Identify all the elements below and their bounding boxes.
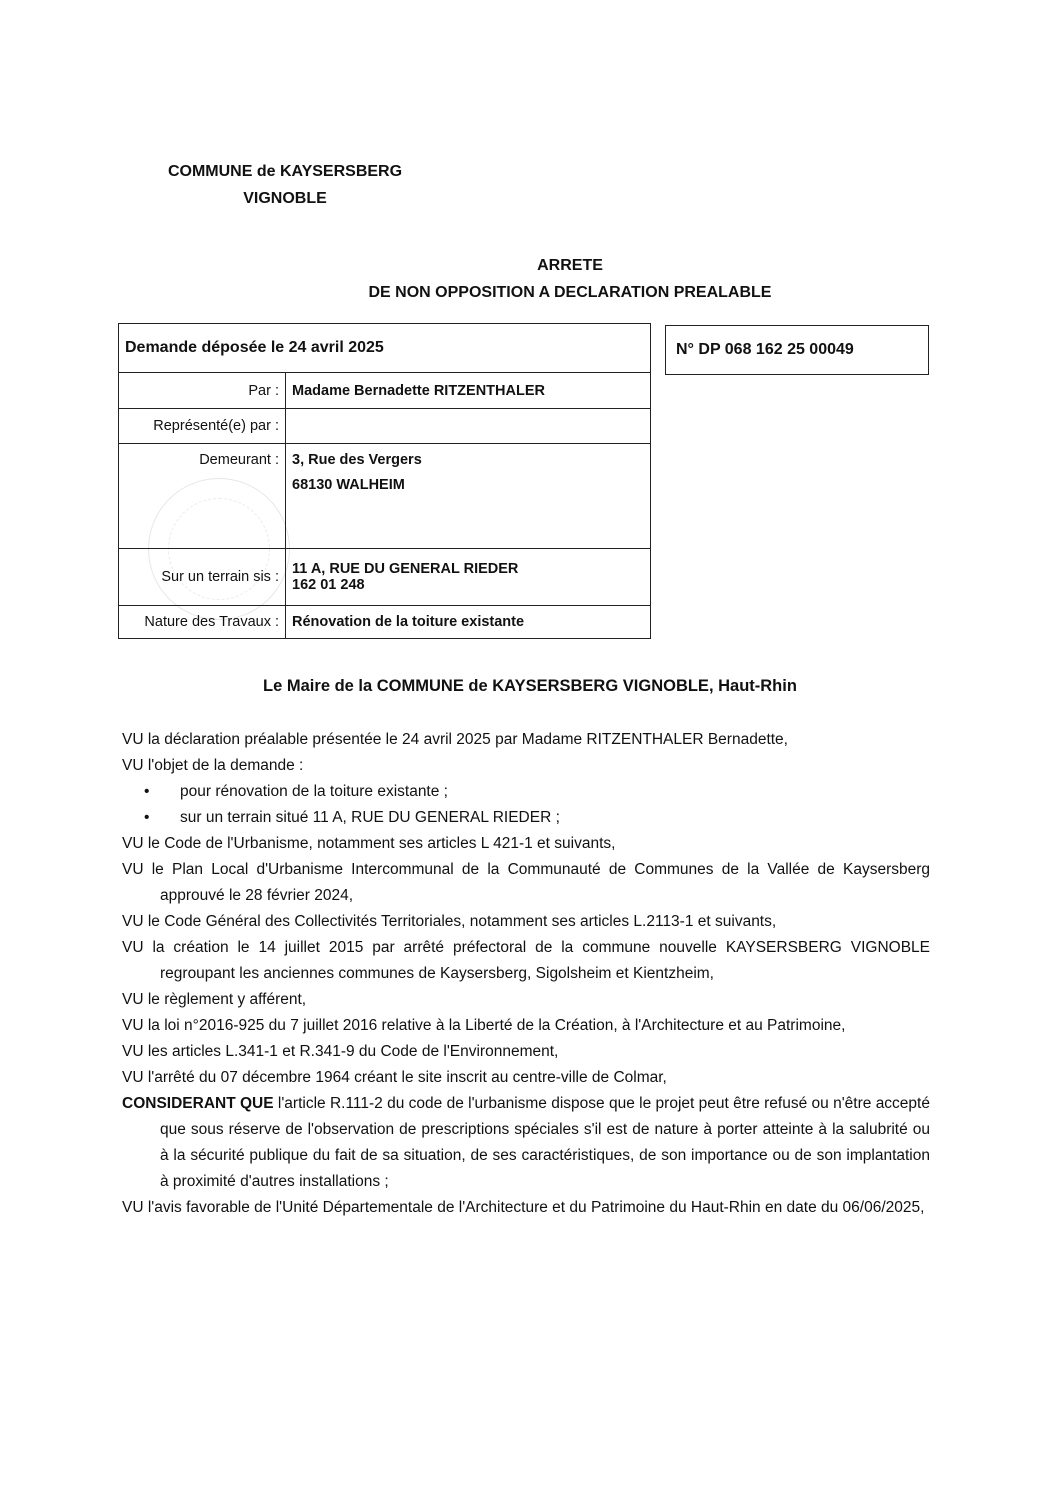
- vu-reglement: VU le règlement y afférent,: [122, 991, 307, 1008]
- terrain-value: [286, 549, 651, 606]
- vu-declaration: VU la déclaration préalable présentée le 24 avril 2025 par Madame RITZENTHALER Bernadette,: [122, 731, 788, 748]
- decree-body: [122, 727, 930, 1221]
- address-line2: 68130 WALHEIM: [292, 477, 405, 493]
- vu-arrete-1964: VU l'arrêté du 07 décembre 1964 créant le site inscrit au centre-ville de Colmar,: [122, 1069, 667, 1086]
- demeurant-value: [286, 444, 651, 549]
- vu-objet: VU l'objet de la demande :: [122, 757, 304, 774]
- commune-name-line2: VIGNOBLE: [243, 190, 327, 207]
- table-row: [119, 549, 651, 606]
- considerant-label: CONSIDERANT QUE: [122, 1095, 274, 1112]
- represente-label: Représenté(e) par :: [119, 409, 286, 444]
- vu-cgct: VU le Code Général des Collectivités Territoriales, notamment ses articles L.2113-1 et suivants,: [122, 913, 777, 930]
- commune-name: COMMUNE de KAYSERSBERG: [167, 163, 403, 180]
- commune-header: [130, 158, 440, 212]
- nature-value: Rénovation de la toiture existante: [286, 606, 651, 639]
- list-item: • pour rénovation de la toiture existante ;: [122, 779, 930, 805]
- title-line1: ARRETE: [537, 257, 603, 274]
- nature-label: Nature des Travaux :: [119, 606, 286, 639]
- demeurant-label: Demeurant :: [119, 444, 286, 549]
- terrain-parcel: 162 01 248: [292, 577, 365, 593]
- par-label: Par :: [119, 373, 286, 409]
- vu-code-environnement: VU les articles L.341-1 et R.341-9 du Code de l'Environnement,: [122, 1043, 559, 1060]
- title-line2: DE NON OPPOSITION A DECLARATION PREALABLE: [368, 284, 772, 301]
- table-row: [119, 444, 651, 549]
- terrain-address: 11 A, RUE DU GENERAL RIEDER: [292, 561, 519, 577]
- dp-number-box: [665, 325, 929, 375]
- document-title: [300, 252, 840, 306]
- considerant-text: l'article R.111-2 du code de l'urbanisme dispose que le projet peut être refusé ou n'être accepté que sous réserve de l'observation de prescriptions spéciales s'il est de nature à porter atteinte à la salubrité ou à la sécurité publique du fait de sa situation, de ses caractéristiques, de son importance ou de son implantation à proximité d'autres installations ;: [160, 1095, 930, 1190]
- considerant: [122, 1091, 930, 1195]
- vu-loi-2016: VU la loi n°2016-925 du 7 juillet 2016 relative à la Liberté de la Création, à l'Architecture et au Patrimoine,: [122, 1017, 846, 1034]
- table-row: [119, 409, 651, 444]
- par-value: Madame Bernadette RITZENTHALER: [286, 373, 651, 409]
- address-line1: 3, Rue des Vergers: [292, 452, 422, 468]
- table-row: [119, 606, 651, 639]
- vu-creation-commune: VU la création le 14 juillet 2015 par arrêté préfectoral de la commune nouvelle KAYSERSBERG VIGNOBLE regroupant les anciennes communes de Kaysersberg, Sigolsheim et Kientzheim,: [122, 939, 930, 982]
- vu-code-urbanisme: VU le Code de l'Urbanisme, notamment ses articles L 421-1 et suivants,: [122, 835, 616, 852]
- represente-value: [286, 409, 651, 444]
- deposit-date: Demande déposée le 24 avril 2025: [119, 324, 651, 373]
- vu-plui: VU le Plan Local d'Urbanisme Intercommunal de la Communauté de Communes de la Vallée de Kaysersberg approuvé le 28 février 2024,: [122, 861, 930, 904]
- vu-avis-udap: VU l'avis favorable de l'Unité Départementale de l'Architecture et du Patrimoine du Haut-Rhin en date du 06/06/2025,: [122, 1199, 925, 1216]
- maire-heading: Le Maire de la COMMUNE de KAYSERSBERG VIGNOBLE, Haut-Rhin: [263, 677, 797, 695]
- list-item: • sur un terrain situé 11 A, RUE DU GENERAL RIEDER ;: [122, 805, 930, 831]
- table-row: [119, 324, 651, 373]
- request-table: [118, 323, 651, 639]
- terrain-label: Sur un terrain sis :: [119, 549, 286, 606]
- table-row: [119, 373, 651, 409]
- dp-number: N° DP 068 162 25 00049: [676, 341, 854, 358]
